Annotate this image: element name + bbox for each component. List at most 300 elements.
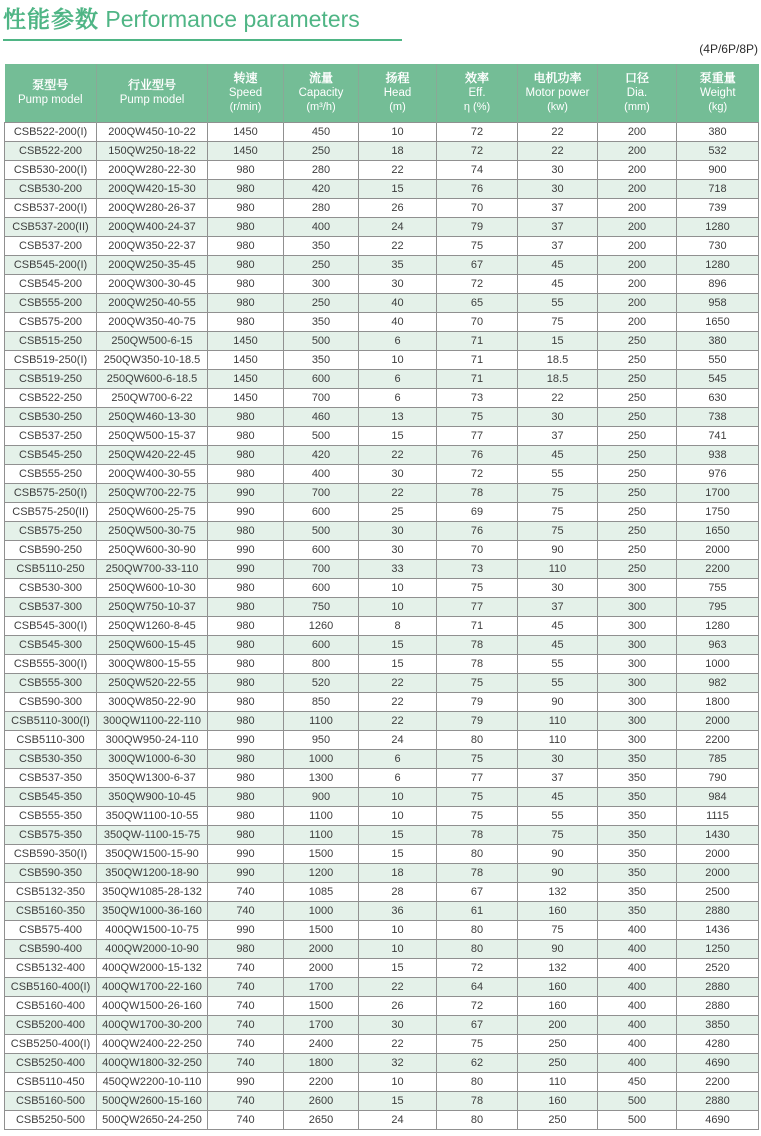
table-cell: 75 <box>518 920 598 939</box>
table-cell: 350 <box>598 863 677 882</box>
table-cell: 250QW1260-8-45 <box>97 616 208 635</box>
table-cell: 160 <box>518 1091 598 1110</box>
table-cell: 250 <box>598 559 677 578</box>
table-row <box>5 654 759 673</box>
table-row <box>5 350 759 369</box>
table-cell: 28 <box>359 882 437 901</box>
table-cell: CSB537-200(I) <box>5 198 97 217</box>
table-cell: 15 <box>359 958 437 977</box>
table-cell: 77 <box>437 426 518 445</box>
table-cell: 1700 <box>284 1015 359 1034</box>
table-cell: 90 <box>518 844 598 863</box>
table-cell: 350QW1100-10-55 <box>97 806 208 825</box>
table-cell: 1750 <box>677 502 759 521</box>
table-row <box>5 1034 759 1053</box>
table-cell: 1100 <box>284 806 359 825</box>
table-cell: 1500 <box>284 844 359 863</box>
table-cell: 1800 <box>284 1053 359 1072</box>
table-cell: 250QW460-13-30 <box>97 407 208 426</box>
table-cell: 75 <box>437 749 518 768</box>
table-cell: 980 <box>208 654 284 673</box>
table-cell: 30 <box>359 274 437 293</box>
table-cell: 90 <box>518 863 598 882</box>
table-cell: 24 <box>359 217 437 236</box>
column-header-efficiency: 效率 Eff. η (%) <box>437 64 518 122</box>
table-cell: 15 <box>518 331 598 350</box>
table-cell: 160 <box>518 977 598 996</box>
table-cell: 300 <box>284 274 359 293</box>
table-cell: 15 <box>359 654 437 673</box>
table-cell: 6 <box>359 388 437 407</box>
table-row <box>5 1072 759 1091</box>
table-cell: 75 <box>437 578 518 597</box>
table-cell: 6 <box>359 749 437 768</box>
table-cell: CSB5132-350 <box>5 882 97 901</box>
table-cell: 990 <box>208 730 284 749</box>
table-row <box>5 502 759 521</box>
table-cell: 13 <box>359 407 437 426</box>
table-cell: 400 <box>598 1053 677 1072</box>
table-cell: CSB5160-400(I) <box>5 977 97 996</box>
table-cell: 980 <box>208 616 284 635</box>
table-cell: 25 <box>359 502 437 521</box>
table-cell: 300QW950-24-110 <box>97 730 208 749</box>
table-cell: 400QW2000-10-90 <box>97 939 208 958</box>
table-cell: CSB5110-300 <box>5 730 97 749</box>
table-cell: 984 <box>677 787 759 806</box>
table-cell: 150QW250-18-22 <box>97 141 208 160</box>
table-cell: 980 <box>208 198 284 217</box>
table-cell: CSB537-350 <box>5 768 97 787</box>
performance-parameters-table <box>4 64 759 1130</box>
table-cell: 110 <box>518 559 598 578</box>
table-cell: 45 <box>518 445 598 464</box>
table-cell: 30 <box>518 407 598 426</box>
table-cell: 71 <box>437 331 518 350</box>
table-cell: 738 <box>677 407 759 426</box>
table-cell: 22 <box>359 445 437 464</box>
title-underline <box>3 39 402 41</box>
table-row <box>5 198 759 217</box>
table-cell: CSB545-200 <box>5 274 97 293</box>
table-cell: 45 <box>518 255 598 274</box>
table-cell: CSB555-200 <box>5 293 97 312</box>
table-cell: 980 <box>208 711 284 730</box>
column-header-diameter: 口径 Dia. (mm) <box>598 64 677 122</box>
table-row <box>5 806 759 825</box>
table-cell: 75 <box>437 787 518 806</box>
table-cell: 15 <box>359 825 437 844</box>
table-cell: 980 <box>208 673 284 692</box>
table-cell: 1430 <box>677 825 759 844</box>
table-cell: CSB575-250(II) <box>5 502 97 521</box>
table-cell: 250QW500-30-75 <box>97 521 208 540</box>
table-cell: 980 <box>208 635 284 654</box>
table-cell: 18 <box>359 141 437 160</box>
table-cell: 350 <box>598 806 677 825</box>
table-cell: CSB555-300(I) <box>5 654 97 673</box>
table-cell: 26 <box>359 198 437 217</box>
table-cell: 10 <box>359 806 437 825</box>
table-cell: 37 <box>518 597 598 616</box>
table-cell: 400 <box>598 1015 677 1034</box>
table-cell: 980 <box>208 426 284 445</box>
table-row <box>5 787 759 806</box>
table-cell: 250 <box>518 1053 598 1072</box>
column-header-motor-power: 电机功率 Motor power (kw) <box>518 64 598 122</box>
table-cell: CSB590-350 <box>5 863 97 882</box>
table-cell: 200QW280-22-30 <box>97 160 208 179</box>
table-cell: 400 <box>598 996 677 1015</box>
table-cell: CSB555-350 <box>5 806 97 825</box>
pole-configuration-note: (4P/6P/8P) <box>699 42 758 56</box>
table-cell: 80 <box>437 844 518 863</box>
section-title <box>3 4 423 41</box>
table-cell: 980 <box>208 939 284 958</box>
table-cell: CSB545-300(I) <box>5 616 97 635</box>
table-cell: 980 <box>208 293 284 312</box>
table-cell: 250 <box>598 540 677 559</box>
table-row <box>5 958 759 977</box>
table-cell: 75 <box>437 407 518 426</box>
table-cell: 980 <box>208 179 284 198</box>
table-cell: 400 <box>284 217 359 236</box>
table-cell: 350 <box>598 787 677 806</box>
table-cell: 1100 <box>284 711 359 730</box>
table-cell: 980 <box>208 255 284 274</box>
table-cell: 10 <box>359 1072 437 1091</box>
table-cell: 24 <box>359 730 437 749</box>
table-cell: 2880 <box>677 1091 759 1110</box>
table-cell: 900 <box>677 160 759 179</box>
table-cell: 400QW1800-32-250 <box>97 1053 208 1072</box>
table-cell: 2200 <box>677 559 759 578</box>
table-cell: 36 <box>359 901 437 920</box>
table-cell: 200QW450-10-22 <box>97 122 208 141</box>
table-cell: CSB5160-500 <box>5 1091 97 1110</box>
table-cell: 420 <box>284 179 359 198</box>
table-cell: 73 <box>437 559 518 578</box>
table-cell: CSB537-200 <box>5 236 97 255</box>
table-cell: 30 <box>518 179 598 198</box>
table-cell: 26 <box>359 996 437 1015</box>
table-cell: 37 <box>518 236 598 255</box>
table-cell: 8 <box>359 616 437 635</box>
table-cell: 450QW2200-10-110 <box>97 1072 208 1091</box>
table-cell: 250QW500-15-37 <box>97 426 208 445</box>
table-cell: 980 <box>208 806 284 825</box>
table-cell: 70 <box>437 198 518 217</box>
table-cell: 980 <box>208 274 284 293</box>
table-cell: 2000 <box>677 844 759 863</box>
table-cell: 980 <box>208 749 284 768</box>
table-cell: CSB522-200(I) <box>5 122 97 141</box>
table-cell: 1650 <box>677 521 759 540</box>
table-cell: CSB537-300 <box>5 597 97 616</box>
table-cell: 80 <box>437 1110 518 1129</box>
table-cell: 380 <box>677 331 759 350</box>
table-cell: 250 <box>284 255 359 274</box>
table-cell: 300 <box>598 711 677 730</box>
table-row <box>5 445 759 464</box>
table-cell: 1085 <box>284 882 359 901</box>
table-cell: 600 <box>284 502 359 521</box>
table-cell: CSB590-300 <box>5 692 97 711</box>
table-cell: 75 <box>518 825 598 844</box>
table-cell: 18.5 <box>518 350 598 369</box>
table-row <box>5 160 759 179</box>
table-cell: 400QW1500-26-160 <box>97 996 208 1015</box>
table-cell: 64 <box>437 977 518 996</box>
table-cell: 10 <box>359 939 437 958</box>
table-cell: 250 <box>598 445 677 464</box>
table-cell: 1450 <box>208 369 284 388</box>
table-row <box>5 331 759 350</box>
table-cell: 132 <box>518 958 598 977</box>
table-cell: 72 <box>437 958 518 977</box>
table-row <box>5 369 759 388</box>
table-cell: 2880 <box>677 977 759 996</box>
table-cell: 400 <box>598 958 677 977</box>
table-cell: 1800 <box>677 692 759 711</box>
table-cell: 2000 <box>677 540 759 559</box>
table-cell: CSB519-250 <box>5 369 97 388</box>
table-cell: 350 <box>598 844 677 863</box>
table-cell: 32 <box>359 1053 437 1072</box>
table-cell: CSB5132-400 <box>5 958 97 977</box>
table-cell: 250QW750-10-37 <box>97 597 208 616</box>
table-cell: 741 <box>677 426 759 445</box>
table-cell: 2000 <box>284 958 359 977</box>
table-cell: 200 <box>598 274 677 293</box>
table-cell: 18 <box>359 863 437 882</box>
table-cell: CSB545-200(I) <box>5 255 97 274</box>
table-cell: 740 <box>208 1015 284 1034</box>
table-cell: 1436 <box>677 920 759 939</box>
table-cell: 250 <box>598 502 677 521</box>
table-cell: 160 <box>518 996 598 1015</box>
table-cell: 1250 <box>677 939 759 958</box>
table-cell: 400 <box>598 920 677 939</box>
table-cell: 795 <box>677 597 759 616</box>
table-cell: 980 <box>208 578 284 597</box>
table-cell: 500 <box>598 1110 677 1129</box>
table-cell: 739 <box>677 198 759 217</box>
table-cell: 250 <box>598 464 677 483</box>
table-cell: 132 <box>518 882 598 901</box>
table-cell: 78 <box>437 654 518 673</box>
table-cell: 900 <box>284 787 359 806</box>
table-header <box>5 64 759 122</box>
table-cell: CSB5200-400 <box>5 1015 97 1034</box>
table-cell: 71 <box>437 350 518 369</box>
table-row <box>5 122 759 141</box>
table-cell: 1700 <box>284 977 359 996</box>
table-row <box>5 901 759 920</box>
table-cell: 350 <box>598 901 677 920</box>
column-header-weight: 泵重量 Weight (kg) <box>677 64 759 122</box>
section-title-en: Performance parameters <box>105 6 360 32</box>
table-cell: 600 <box>284 369 359 388</box>
table-cell: 200 <box>598 236 677 255</box>
table-cell: 4690 <box>677 1053 759 1072</box>
table-cell: 1450 <box>208 388 284 407</box>
table-row <box>5 939 759 958</box>
table-cell: 200QW400-24-37 <box>97 217 208 236</box>
table-cell: 990 <box>208 559 284 578</box>
table-cell: 350QW1300-6-37 <box>97 768 208 787</box>
table-cell: 30 <box>359 1015 437 1034</box>
table-cell: 250 <box>518 1034 598 1053</box>
table-cell: 2520 <box>677 958 759 977</box>
table-cell: 6 <box>359 369 437 388</box>
table-cell: 200 <box>598 217 677 236</box>
table-cell: CSB5110-300(I) <box>5 711 97 730</box>
table-cell: 15 <box>359 179 437 198</box>
table-cell: 1115 <box>677 806 759 825</box>
table-cell: 200 <box>598 255 677 274</box>
table-cell: 55 <box>518 464 598 483</box>
table-cell: 75 <box>518 502 598 521</box>
table-cell: 2600 <box>284 1091 359 1110</box>
table-cell: 740 <box>208 958 284 977</box>
table-row <box>5 388 759 407</box>
table-cell: CSB519-250(I) <box>5 350 97 369</box>
table-cell: 200 <box>598 141 677 160</box>
table-cell: 75 <box>518 312 598 331</box>
table-cell: 73 <box>437 388 518 407</box>
table-cell: 1280 <box>677 255 759 274</box>
table-cell: 37 <box>518 768 598 787</box>
table-cell: 78 <box>437 635 518 654</box>
table-row <box>5 426 759 445</box>
table-cell: 250 <box>598 521 677 540</box>
table-cell: 2880 <box>677 996 759 1015</box>
table-cell: 250QW600-25-75 <box>97 502 208 521</box>
table-cell: 10 <box>359 350 437 369</box>
table-cell: 35 <box>359 255 437 274</box>
table-cell: 982 <box>677 673 759 692</box>
table-row <box>5 920 759 939</box>
table-cell: 77 <box>437 597 518 616</box>
table-cell: 1500 <box>284 920 359 939</box>
table-cell: 250 <box>598 350 677 369</box>
table-cell: 350 <box>284 236 359 255</box>
table-cell: 80 <box>437 1072 518 1091</box>
table-cell: 10 <box>359 920 437 939</box>
table-cell: 22 <box>359 160 437 179</box>
table-cell: 740 <box>208 1034 284 1053</box>
table-cell: 300QW1100-22-110 <box>97 711 208 730</box>
table-cell: 55 <box>518 806 598 825</box>
table-cell: 78 <box>437 863 518 882</box>
table-row <box>5 863 759 882</box>
table-cell: 740 <box>208 882 284 901</box>
table-cell: 37 <box>518 198 598 217</box>
table-cell: 300QW800-15-55 <box>97 654 208 673</box>
table-cell: 700 <box>284 388 359 407</box>
table-cell: 990 <box>208 844 284 863</box>
table-cell: CSB590-350(I) <box>5 844 97 863</box>
table-cell: CSB555-250 <box>5 464 97 483</box>
table-cell: 72 <box>437 274 518 293</box>
table-cell: 45 <box>518 274 598 293</box>
table-cell: 45 <box>518 635 598 654</box>
table-cell: 65 <box>437 293 518 312</box>
table-row <box>5 692 759 711</box>
table-cell: 250QW520-22-55 <box>97 673 208 692</box>
table-row <box>5 616 759 635</box>
table-cell: 90 <box>518 540 598 559</box>
table-cell: 250 <box>518 1110 598 1129</box>
column-header-pump-model: 泵型号 Pump model <box>5 64 97 122</box>
table-cell: 400 <box>284 464 359 483</box>
table-cell: 78 <box>437 825 518 844</box>
table-cell: CSB575-250(I) <box>5 483 97 502</box>
table-cell: 78 <box>437 483 518 502</box>
table-cell: 980 <box>208 787 284 806</box>
table-cell: CSB530-250 <box>5 407 97 426</box>
table-cell: 400 <box>598 939 677 958</box>
table-cell: 500 <box>598 1091 677 1110</box>
table-cell: 30 <box>518 578 598 597</box>
table-cell: 250 <box>598 426 677 445</box>
table-cell: 200 <box>598 122 677 141</box>
table-cell: 958 <box>677 293 759 312</box>
table-cell: 350QW1200-18-90 <box>97 863 208 882</box>
table-cell: 1450 <box>208 141 284 160</box>
table-cell: 22 <box>359 236 437 255</box>
section-title-zh: 性能参数 <box>3 6 99 32</box>
table-cell: 250QW350-10-18.5 <box>97 350 208 369</box>
table-cell: 250 <box>598 407 677 426</box>
table-cell: 1650 <box>677 312 759 331</box>
table-cell: 400QW2000-15-132 <box>97 958 208 977</box>
table-cell: 980 <box>208 236 284 255</box>
table-cell: 1700 <box>677 483 759 502</box>
table-cell: 532 <box>677 141 759 160</box>
table-cell: CSB545-300 <box>5 635 97 654</box>
table-cell: 938 <box>677 445 759 464</box>
table-row <box>5 407 759 426</box>
table-cell: 33 <box>359 559 437 578</box>
table-cell: 545 <box>677 369 759 388</box>
table-row <box>5 711 759 730</box>
table-cell: 1260 <box>284 616 359 635</box>
table-cell: 72 <box>437 464 518 483</box>
table-cell: CSB530-350 <box>5 749 97 768</box>
table-cell: 71 <box>437 616 518 635</box>
table-cell: 1450 <box>208 350 284 369</box>
table-cell: 300 <box>598 692 677 711</box>
table-cell: 67 <box>437 255 518 274</box>
table-cell: 350QW1000-36-160 <box>97 901 208 920</box>
table-cell: 740 <box>208 1053 284 1072</box>
table-row <box>5 749 759 768</box>
table-cell: 800 <box>284 654 359 673</box>
table-cell: 850 <box>284 692 359 711</box>
table-cell: 350QW1500-15-90 <box>97 844 208 863</box>
table-row <box>5 597 759 616</box>
table-cell: 69 <box>437 502 518 521</box>
table-cell: CSB5250-400 <box>5 1053 97 1072</box>
table-cell: 980 <box>208 768 284 787</box>
table-cell: 400QW1700-22-160 <box>97 977 208 996</box>
table-cell: 200QW350-40-75 <box>97 312 208 331</box>
table-cell: 250QW600-10-30 <box>97 578 208 597</box>
table-cell: 37 <box>518 426 598 445</box>
table-cell: 200 <box>598 198 677 217</box>
